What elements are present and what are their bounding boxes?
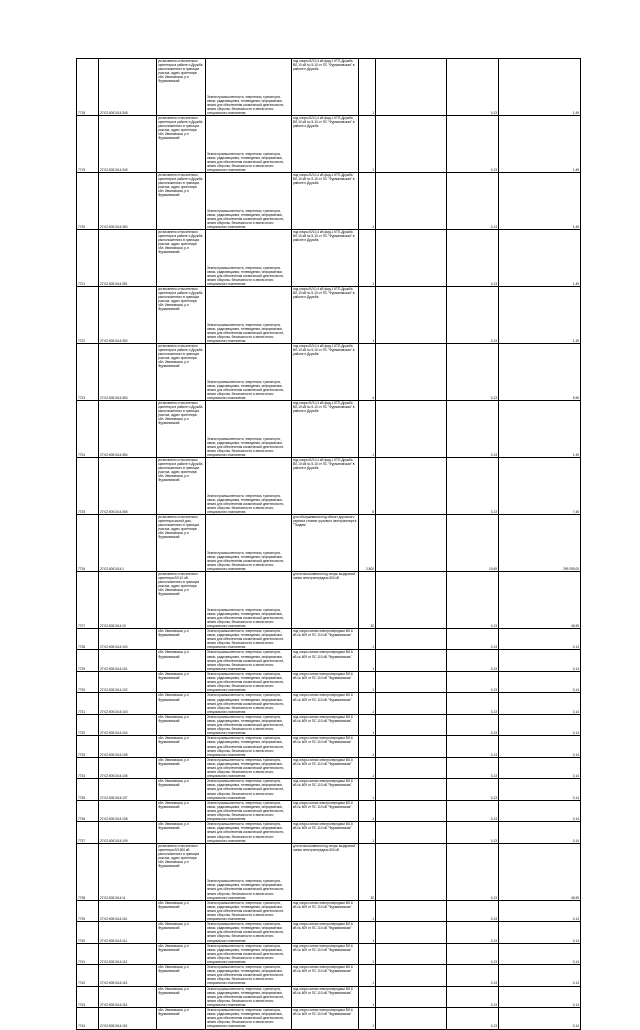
permitted-use: под опоры линии электропередачи ВЛ-6 кВ № 609 от ПС 110 кВ "Фурмановская" bbox=[292, 650, 359, 671]
land-category: Земли промышленности, энергетики, транспорта, связи, радиовещания, телевидения, информатики, земли для обеспечения космической деятельности, земли обороны, безопасности и земли иного специального назначения bbox=[206, 173, 292, 230]
area-value: 1 bbox=[359, 401, 376, 458]
cadastral-cost: 5,96 bbox=[499, 344, 581, 401]
land-category: Земли промышленности, энергетики, транспорта, связи, радиовещания, телевидения, информатики, земли для обеспечения космической деятельности, земли обороны, безопасности и земли иного специального назначения bbox=[206, 59, 292, 116]
location-description: обл. Ивановская, р-н Фурмановский bbox=[157, 900, 206, 921]
rate-value: 0,13 bbox=[447, 59, 499, 116]
permitted-use: под опоры линии электропередачи ВЛ-6 кВ № 609 от ПС 110 кВ "Фурмановская" bbox=[292, 736, 359, 757]
location-description: обл. Ивановская, р-н Фурмановский bbox=[157, 779, 206, 800]
table-row bbox=[77, 693, 581, 714]
cadastral-cost: 0,14 bbox=[499, 629, 581, 650]
location-description: обл. Ивановская, р-н Фурмановский bbox=[157, 714, 206, 735]
area-value: 1 bbox=[359, 900, 376, 921]
cadastral-cost: 0,14 bbox=[499, 822, 581, 843]
empty-cell bbox=[376, 629, 447, 650]
land-category: Земли промышленности, энергетики, транспорта, связи, радиовещания, телевидения, информатики, земли для обеспечения космической деятельности, земли обороны, безопасности и земли иного специального назначения bbox=[206, 572, 292, 629]
table-row bbox=[77, 629, 581, 650]
location-description: обл. Ивановская, р-н Фурмановский bbox=[157, 986, 206, 1007]
cadastral-number: 27:02:0001014:109 bbox=[99, 822, 157, 843]
location-description: установлено относительно ориентира ВЛ-10 кВ, расположенного в границах участка, адрес ориентира: обл. Ивановская, р-н Фурмановский bbox=[157, 572, 206, 629]
area-value: 1 bbox=[359, 230, 376, 287]
row-number: 7741 bbox=[77, 943, 99, 964]
row-number: 7734 bbox=[77, 757, 99, 778]
permitted-use: под опоры ВЛ-0,4 кВ фид.1 КТП-Дружба ВЛ-10 кВ № 5-10 от ПС "Фурмановская" в районе п.Дружба bbox=[292, 401, 359, 458]
cadastral-number: 27:02:0001014:101 bbox=[99, 650, 157, 671]
area-value: 1 bbox=[359, 1008, 376, 1029]
cadastral-number: 27:02:0001014:111 bbox=[99, 922, 157, 943]
location-description: обл. Ивановская, р-н Фурмановский bbox=[157, 1008, 206, 1029]
cadastral-cost: 1,49 bbox=[499, 401, 581, 458]
land-category: Земли промышленности, энергетики, транспорта, связи, радиовещания, телевидения, информатики, земли для обеспечения космической деятельности, земли обороны, безопасности и земли иного специального назначения bbox=[206, 986, 292, 1007]
rate-value: 0,13 bbox=[447, 922, 499, 943]
row-number: 7737 bbox=[77, 822, 99, 843]
permitted-use: под опоры линии электропередачи ВЛ-6 кВ № 609 от ПС 110 кВ "Фурмановская" bbox=[292, 900, 359, 921]
location-description: установлено относительно ориентира в районе п.Дружба расположенного в границах участка, адрес ориентира: обл. Ивановская, р-н Фурмановский bbox=[157, 173, 206, 230]
permitted-use: под опоры ВЛ-0,4 кВ фид.1 КТП-Дружба ВЛ-10 кВ № 5-10 от ПС "Фурмановская" в районе п.Дружба bbox=[292, 458, 359, 515]
permitted-use: под опоры ВЛ-0,4 кВ фид.1 КТП-Дружба ВЛ-10 кВ № 5-10 от ПС "Фурмановская" в районе п.Дружба bbox=[292, 59, 359, 116]
area-value: 1 bbox=[359, 800, 376, 821]
area-value: 1 bbox=[359, 736, 376, 757]
table-row bbox=[77, 173, 581, 230]
row-number: 7733 bbox=[77, 736, 99, 757]
rate-value: 0,13 bbox=[447, 800, 499, 821]
land-category: Земли промышленности, энергетики, транспорта, связи, радиовещания, телевидения, информатики, земли для обеспечения космической деятельности, земли обороны, безопасности и земли иного специального назначения bbox=[206, 344, 292, 401]
table-row bbox=[77, 650, 581, 671]
rate-value: 0,13 bbox=[447, 779, 499, 800]
area-value: 1 bbox=[359, 671, 376, 692]
table-row bbox=[77, 900, 581, 921]
table-row bbox=[77, 822, 581, 843]
cadastral-number: 27:02:0001014:10 bbox=[99, 572, 157, 629]
permitted-use: под опоры линии электропередачи ВЛ-6 кВ № 609 от ПС 110 кВ "Фурмановская" bbox=[292, 922, 359, 943]
cadastral-number: 27:02:0001014:11 bbox=[99, 843, 157, 900]
empty-cell bbox=[376, 173, 447, 230]
permitted-use: под опоры линии электропередачи ВЛ-6 кВ № 609 от ПС 110 кВ "Фурмановская" bbox=[292, 822, 359, 843]
empty-cell bbox=[376, 458, 447, 515]
land-category: Земли промышленности, энергетики, транспорта, связи, радиовещания, телевидения, информатики, земли для обеспечения космической деятельности, земли обороны, безопасности и земли иного специального назначения bbox=[206, 757, 292, 778]
area-value: 1 bbox=[359, 287, 376, 344]
cadastral-number: 27:02:0001014:113 bbox=[99, 965, 157, 986]
land-category: Земли промышленности, энергетики, транспорта, связи, радиовещания, телевидения, информатики, земли для обеспечения космической деятельности, земли обороны, безопасности и земли иного специального назначения bbox=[206, 943, 292, 964]
table-row bbox=[77, 965, 581, 986]
table-row bbox=[77, 736, 581, 757]
land-category: Земли промышленности, энергетики, транспорта, связи, радиовещания, телевидения, информатики, земли для обеспечения космической деятельности, земли обороны, безопасности и земли иного специального назначения bbox=[206, 230, 292, 287]
area-value: 30 bbox=[359, 843, 376, 900]
permitted-use: под опоры ВЛ-0,4 кВ фид.1 КТП-Дружба ВЛ-10 кВ № 5-10 от ПС "Фурмановская" в районе п.Дружба bbox=[292, 344, 359, 401]
area-value: 1 bbox=[359, 822, 376, 843]
cadastral-number: 27:02:0001014:348 bbox=[99, 59, 157, 116]
empty-cell bbox=[376, 572, 447, 629]
cadastral-number: 27:02:0001014:354 bbox=[99, 401, 157, 458]
location-description: установлено относительно ориентира в районе п.Дружба расположенного в границах участка, адрес ориентира: обл. Ивановская, р-н Фурмановский bbox=[157, 59, 206, 116]
location-description: установлено относительно ориентира в районе п.Дружба расположенного в границах участка, адрес ориентира: обл. Ивановская, р-н Фурмановский bbox=[157, 287, 206, 344]
table-row bbox=[77, 779, 581, 800]
permitted-use: под опоры ВЛ-0,4 кВ фид.1 КТП-Дружба ВЛ-10 кВ № 5-10 от ПС "Фурмановская" в районе п.Дружба bbox=[292, 287, 359, 344]
area-value: 1 bbox=[359, 779, 376, 800]
location-description: обл. Ивановская, р-н Фурмановский bbox=[157, 822, 206, 843]
land-category: Земли промышленности, энергетики, транспорта, связи, радиовещания, телевидения, информатики, земли для обеспечения космической деятельности, земли обороны, безопасности и земли иного специального назначения bbox=[206, 287, 292, 344]
table-row bbox=[77, 458, 581, 515]
permitted-use: под опоры линии электропередачи ВЛ-6 кВ № 609 от ПС 110 кВ "Фурмановская" bbox=[292, 757, 359, 778]
table-row bbox=[77, 572, 581, 629]
land-category: Земли промышленности, энергетики, транспорта, связи, радиовещания, телевидения, информатики, земли для обеспечения космической деятельности, земли обороны, безопасности и земли иного специального назначения bbox=[206, 843, 292, 900]
empty-cell bbox=[376, 779, 447, 800]
row-number: 7726 bbox=[77, 515, 99, 572]
table-row bbox=[77, 344, 581, 401]
location-description: обл. Ивановская, р-н Фурмановский bbox=[157, 629, 206, 650]
permitted-use: под опоры линии электропередачи ВЛ-6 кВ № 609 от ПС 110 кВ "Фурмановская" bbox=[292, 943, 359, 964]
permitted-use: под опоры линии электропередачи ВЛ-6 кВ № 609 от ПС 110 кВ "Фурмановская" bbox=[292, 965, 359, 986]
permitted-use: под опоры линии электропередачи ВЛ-6 кВ № 609 от ПС 110 кВ "Фурмановская" bbox=[292, 1008, 359, 1029]
permitted-use: под опоры ВЛ-0,4 кВ фид.1 КТП-Дружба ВЛ-10 кВ № 5-10 от ПС "Фурмановская" в районе п.Дружба bbox=[292, 173, 359, 230]
location-description: установлено относительно ориентира в районе п.Дружба расположенного в границах участка, адрес ориентира: обл. Ивановская, р-н Фурмановский bbox=[157, 116, 206, 173]
land-category: Земли промышленности, энергетики, транспорта, связи, радиовещания, телевидения, информатики, земли для обеспечения космической деятельности, земли обороны, безопасности и земли иного специального назначения bbox=[206, 779, 292, 800]
empty-cell bbox=[376, 1008, 447, 1029]
table-row bbox=[77, 757, 581, 778]
cadastral-number: 27:02:0001014:112 bbox=[99, 943, 157, 964]
rate-value: 0,13 bbox=[447, 693, 499, 714]
row-number: 7720 bbox=[77, 173, 99, 230]
row-number: 7727 bbox=[77, 572, 99, 629]
cadastral-cost: 0,14 bbox=[499, 736, 581, 757]
rate-value: 0,13 bbox=[447, 900, 499, 921]
row-number: 7725 bbox=[77, 458, 99, 515]
land-parcel-table bbox=[76, 58, 581, 1030]
row-number: 7722 bbox=[77, 287, 99, 344]
cadastral-number: 27:02:0001014:107 bbox=[99, 779, 157, 800]
cadastral-number: 27:02:0001014:349 bbox=[99, 116, 157, 173]
cadastral-cost: 1,49 bbox=[499, 59, 581, 116]
rate-value: 0,13 bbox=[447, 572, 499, 629]
area-value: 5 bbox=[359, 458, 376, 515]
land-category: Земли промышленности, энергетики, транспорта, связи, радиовещания, телевидения, информатики, земли для обеспечения космической деятельности, земли обороны, безопасности и земли иного специального назначения bbox=[206, 401, 292, 458]
empty-cell bbox=[376, 965, 447, 986]
row-number: 7738 bbox=[77, 843, 99, 900]
land-category: Земли промышленности, энергетики, транспорта, связи, радиовещания, телевидения, информатики, земли для обеспечения космической деятельности, земли обороны, безопасности и земли иного специального назначения bbox=[206, 965, 292, 986]
row-number: 7729 bbox=[77, 650, 99, 671]
area-value: 2 800 bbox=[359, 515, 376, 572]
rate-value: 0,13 bbox=[447, 230, 499, 287]
rate-value: 10,69 bbox=[447, 515, 499, 572]
empty-cell bbox=[376, 116, 447, 173]
cadastral-cost: 0,14 bbox=[499, 671, 581, 692]
cadastral-cost: 0,14 bbox=[499, 922, 581, 943]
empty-cell bbox=[376, 986, 447, 1007]
row-number: 7744 bbox=[77, 1008, 99, 1029]
rate-value: 0,13 bbox=[447, 458, 499, 515]
cadastral-number: 27:02:0001014:108 bbox=[99, 800, 157, 821]
location-description: установлено относительно ориентира в районе п.Дружба расположенного в границах участка, адрес ориентира: обл. Ивановская, р-н Фурмановский bbox=[157, 458, 206, 515]
land-category: Земли промышленности, энергетики, транспорта, связи, радиовещания, телевидения, информатики, земли для обеспечения космической деятельности, земли обороны, безопасности и земли иного специального назначения bbox=[206, 629, 292, 650]
area-value: 1 bbox=[359, 693, 376, 714]
rate-value: 0,13 bbox=[447, 401, 499, 458]
empty-cell bbox=[376, 693, 447, 714]
cadastral-number: 27:02:0001014:114 bbox=[99, 986, 157, 1007]
rate-value: 0,13 bbox=[447, 714, 499, 735]
cadastral-number: 27:02:0001014:115 bbox=[99, 1008, 157, 1029]
location-description: обл. Ивановская, р-н Фурмановский bbox=[157, 922, 206, 943]
document-sheet bbox=[76, 58, 580, 1030]
cadastral-cost: 1,49 bbox=[499, 173, 581, 230]
table-row bbox=[77, 116, 581, 173]
cadastral-cost: 0,14 bbox=[499, 714, 581, 735]
cadastral-number: 27:02:0001014:100 bbox=[99, 629, 157, 650]
rate-value: 0,13 bbox=[447, 986, 499, 1007]
empty-cell bbox=[376, 822, 447, 843]
area-value: 1 bbox=[359, 116, 376, 173]
row-number: 7735 bbox=[77, 779, 99, 800]
cadastral-number: 27:02:0001014:1 bbox=[99, 515, 157, 572]
row-number: 7718 bbox=[77, 59, 99, 116]
empty-cell bbox=[376, 900, 447, 921]
cadastral-cost: 299 295,00 bbox=[499, 515, 581, 572]
cadastral-cost: 1,49 bbox=[499, 287, 581, 344]
cadastral-cost: 0,14 bbox=[499, 800, 581, 821]
area-value: 30 bbox=[359, 572, 376, 629]
location-description: установлено относительно ориентира в районе п.Дружба расположенного в границах участка, адрес ориентира: обл. Ивановская, р-н Фурмановский bbox=[157, 344, 206, 401]
table-row bbox=[77, 230, 581, 287]
rate-value: 0,13 bbox=[447, 1008, 499, 1029]
land-category: Земли промышленности, энергетики, транспорта, связи, радиовещания, телевидения, информатики, земли для обеспечения космической деятельности, земли обороны, безопасности и земли иного специального назначения bbox=[206, 1008, 292, 1029]
area-value: 1 bbox=[359, 757, 376, 778]
table-row bbox=[77, 714, 581, 735]
area-value: 1 bbox=[359, 965, 376, 986]
land-category: Земли промышленности, энергетики, транспорта, связи, радиовещания, телевидения, информатики, земли для обеспечения космической деятельности, земли обороны, безопасности и земли иного специального назначения bbox=[206, 822, 292, 843]
empty-cell bbox=[376, 757, 447, 778]
location-description: обл. Ивановская, р-н Фурмановский bbox=[157, 671, 206, 692]
cadastral-cost: 0,14 bbox=[499, 986, 581, 1007]
area-value: 4 bbox=[359, 344, 376, 401]
rate-value: 0,13 bbox=[447, 822, 499, 843]
empty-cell bbox=[376, 515, 447, 572]
permitted-use: под опоры линии электропередачи ВЛ-6 кВ № 609 от ПС 110 кВ "Фурмановская" bbox=[292, 800, 359, 821]
row-number: 7723 bbox=[77, 344, 99, 401]
row-number: 7730 bbox=[77, 671, 99, 692]
cadastral-cost: 0,14 bbox=[499, 900, 581, 921]
rate-value: 0,13 bbox=[447, 736, 499, 757]
land-category: Земли промышленности, энергетики, транспорта, связи, радиовещания, телевидения, информатики, земли для обеспечения космической деятельности, земли обороны, безопасности и земли иного специального назначения bbox=[206, 800, 292, 821]
row-number: 7721 bbox=[77, 230, 99, 287]
land-category: Земли промышленности, энергетики, транспорта, связи, радиовещания, телевидения, информатики, земли для обеспечения космической деятельности, земли обороны, безопасности и земли иного специального назначения bbox=[206, 900, 292, 921]
cadastral-number: 27:02:0001014:355 bbox=[99, 458, 157, 515]
land-category: Земли промышленности, энергетики, транспорта, связи, радиовещания, телевидения, информатики, земли для обеспечения космической деятельности, земли обороны, безопасности и земли иного специального назначения bbox=[206, 693, 292, 714]
table-row bbox=[77, 1008, 581, 1029]
location-description: обл. Ивановская, р-н Фурмановский bbox=[157, 757, 206, 778]
cadastral-cost: 0,14 bbox=[499, 757, 581, 778]
rate-value: 0,13 bbox=[447, 650, 499, 671]
land-category: Земли промышленности, энергетики, транспорта, связи, радиовещания, телевидения, информатики, земли для обеспечения космической деятельности, земли обороны, безопасности и земли иного специального назначения bbox=[206, 650, 292, 671]
land-category: Земли промышленности, энергетики, транспорта, связи, радиовещания, телевидения, информатики, земли для обеспечения космической деятельности, земли обороны, безопасности и земли иного специального назначения bbox=[206, 671, 292, 692]
location-description: установлено относительно ориентира в районе п.Дружба расположенного в границах участка, адрес ориентира: обл. Ивановская, р-н Фурмановский bbox=[157, 401, 206, 458]
empty-cell bbox=[376, 344, 447, 401]
area-value: 1 bbox=[359, 943, 376, 964]
location-description: установлено относительно ориентира в районе п.Дружба расположенного в границах участка, адрес ориентира: обл. Ивановская, р-н Фурмановский bbox=[157, 230, 206, 287]
empty-cell bbox=[376, 59, 447, 116]
row-number: 7740 bbox=[77, 922, 99, 943]
permitted-use: под опоры линии электропередачи ВЛ-6 кВ № 609 от ПС 110 кВ "Фурмановская" bbox=[292, 629, 359, 650]
rate-value: 0,13 bbox=[447, 943, 499, 964]
cadastral-number: 27:02:0001014:106 bbox=[99, 757, 157, 778]
row-number: 7742 bbox=[77, 965, 99, 986]
rate-value: 0,13 bbox=[447, 629, 499, 650]
rate-value: 0,13 bbox=[447, 173, 499, 230]
land-category: Земли промышленности, энергетики, транспорта, связи, радиовещания, телевидения, информатики, земли для обеспечения космической деятельности, земли обороны, безопасности и земли иного специального назначения bbox=[206, 458, 292, 515]
land-category: Земли промышленности, энергетики, транспорта, связи, радиовещания, телевидения, информатики, земли для обеспечения космической деятельности, земли обороны, безопасности и земли иного специального назначения bbox=[206, 736, 292, 757]
land-category: Земли промышленности, энергетики, транспорта, связи, радиовещания, телевидения, информатики, земли для обеспечения космической деятельности, земли обороны, безопасности и земли иного специального назначения bbox=[206, 714, 292, 735]
cadastral-number: 27:02:0001014:105 bbox=[99, 736, 157, 757]
area-value: 1 bbox=[359, 59, 376, 116]
cadastral-cost: 46,95 bbox=[499, 572, 581, 629]
land-category: Земли промышленности, энергетики, транспорта, связи, радиовещания, телевидения, информатики, земли для обеспечения космической деятельности, земли обороны, безопасности и земли иного специального назначения bbox=[206, 116, 292, 173]
empty-cell bbox=[376, 714, 447, 735]
permitted-use: для использования под опоры воздушной линии электропередачи 500 кВ bbox=[292, 843, 359, 900]
cadastral-cost: 0,14 bbox=[499, 1008, 581, 1029]
permitted-use: под опоры линии электропередачи ВЛ-6 кВ № 609 от ПС 110 кВ "Фурмановская" bbox=[292, 671, 359, 692]
permitted-use: под опоры линии электропередачи ВЛ-6 кВ № 609 от ПС 110 кВ "Фурмановская" bbox=[292, 779, 359, 800]
area-value: 1 bbox=[359, 650, 376, 671]
location-description: установлено относительно ориентира ВЛ-500 кВ расположенного в границах участка, адрес ориентира: обл. Ивановская, р-н Фурмановский bbox=[157, 843, 206, 900]
table-row bbox=[77, 922, 581, 943]
land-category: Земли промышленности, энергетики, транспорта, связи, радиовещания, телевидения, информатики, земли для обеспечения космической деятельности, земли обороны, безопасности и земли иного специального назначения bbox=[206, 922, 292, 943]
rate-value: 0,13 bbox=[447, 843, 499, 900]
permitted-use: для обслуживания под объект дорожного сервиса стоянки грузового автотранспорта "Тандем" bbox=[292, 515, 359, 572]
table-row bbox=[77, 800, 581, 821]
cadastral-cost: 0,14 bbox=[499, 965, 581, 986]
row-number: 7724 bbox=[77, 401, 99, 458]
row-number: 7736 bbox=[77, 800, 99, 821]
empty-cell bbox=[376, 401, 447, 458]
location-description: обл. Ивановская, р-н Фурмановский bbox=[157, 800, 206, 821]
rate-value: 0,13 bbox=[447, 116, 499, 173]
empty-cell bbox=[376, 287, 447, 344]
rate-value: 0,13 bbox=[447, 671, 499, 692]
table-row bbox=[77, 401, 581, 458]
empty-cell bbox=[376, 671, 447, 692]
empty-cell bbox=[376, 650, 447, 671]
permitted-use: под опоры линии электропередачи ВЛ-6 кВ № 609 от ПС 110 кВ "Фурмановская" bbox=[292, 986, 359, 1007]
location-description: обл. Ивановская, р-н Фурмановский bbox=[157, 736, 206, 757]
rate-value: 0,13 bbox=[447, 965, 499, 986]
permitted-use: для использования под опоры воздушной линии электропередачи 500 кВ bbox=[292, 572, 359, 629]
cadastral-cost: 0,14 bbox=[499, 693, 581, 714]
cadastral-number: 27:02:0001014:104 bbox=[99, 714, 157, 735]
cadastral-cost: 0,14 bbox=[499, 650, 581, 671]
cadastral-number: 27:02:0001014:352 bbox=[99, 287, 157, 344]
row-number: 7739 bbox=[77, 900, 99, 921]
table-row bbox=[77, 59, 581, 116]
area-value: 1 bbox=[359, 714, 376, 735]
table-row bbox=[77, 671, 581, 692]
empty-cell bbox=[376, 800, 447, 821]
cadastral-number: 27:02:0001014:110 bbox=[99, 900, 157, 921]
location-description: установлено относительно ориентира жилой дом, расположенного в границах участка, адрес ориентира: обл. Ивановская, р-н Фурмановский bbox=[157, 515, 206, 572]
cadastral-cost: 1,49 bbox=[499, 116, 581, 173]
empty-cell bbox=[376, 843, 447, 900]
empty-cell bbox=[376, 736, 447, 757]
table-row bbox=[77, 943, 581, 964]
cadastral-cost: 1,49 bbox=[499, 230, 581, 287]
row-number: 7719 bbox=[77, 116, 99, 173]
permitted-use: под опоры ВЛ-0,4 кВ фид.1 КТП-Дружба ВЛ-10 кВ № 5-10 от ПС "Фурмановская" в районе п.Дружба bbox=[292, 116, 359, 173]
cadastral-number: 27:02:0001014:103 bbox=[99, 693, 157, 714]
location-description: обл. Ивановская, р-н Фурмановский bbox=[157, 965, 206, 986]
cadastral-cost: 7,45 bbox=[499, 458, 581, 515]
location-description: обл. Ивановская, р-н Фурмановский bbox=[157, 693, 206, 714]
area-value: 1 bbox=[359, 629, 376, 650]
cadastral-number: 27:02:0001014:353 bbox=[99, 344, 157, 401]
cadastral-number: 27:02:0001014:350 bbox=[99, 173, 157, 230]
empty-cell bbox=[376, 922, 447, 943]
table-body bbox=[77, 59, 581, 1030]
location-description: обл. Ивановская, р-н Фурмановский bbox=[157, 650, 206, 671]
location-description: обл. Ивановская, р-н Фурмановский bbox=[157, 943, 206, 964]
rate-value: 0,13 bbox=[447, 287, 499, 344]
row-number: 7743 bbox=[77, 986, 99, 1007]
cadastral-number: 27:02:0001014:351 bbox=[99, 230, 157, 287]
land-category: Земли промышленности, энергетики, транспорта, связи, радиовещания, телевидения, информатики, земли для обеспечения космической деятельности, земли обороны, безопасности и земли иного специального назначения bbox=[206, 515, 292, 572]
area-value: 1 bbox=[359, 922, 376, 943]
rate-value: 0,13 bbox=[447, 344, 499, 401]
table-row bbox=[77, 843, 581, 900]
cadastral-cost: 0,14 bbox=[499, 779, 581, 800]
area-value: 1 bbox=[359, 986, 376, 1007]
permitted-use: под опоры ВЛ-0,4 кВ фид.1 КТП-Дружба ВЛ-10 кВ № 5-10 от ПС "Фурмановская" в районе п.Дружба bbox=[292, 230, 359, 287]
rate-value: 0,13 bbox=[447, 757, 499, 778]
cadastral-number: 27:02:0001014:102 bbox=[99, 671, 157, 692]
table-row bbox=[77, 515, 581, 572]
table-row bbox=[77, 986, 581, 1007]
area-value: 1 bbox=[359, 173, 376, 230]
permitted-use: под опоры линии электропередачи ВЛ-6 кВ № 609 от ПС 110 кВ "Фурмановская" bbox=[292, 714, 359, 735]
empty-cell bbox=[376, 230, 447, 287]
table-row bbox=[77, 287, 581, 344]
cadastral-cost: 0,14 bbox=[499, 943, 581, 964]
empty-cell bbox=[376, 943, 447, 964]
row-number: 7732 bbox=[77, 714, 99, 735]
row-number: 7728 bbox=[77, 629, 99, 650]
row-number: 7731 bbox=[77, 693, 99, 714]
cadastral-cost: 46,95 bbox=[499, 843, 581, 900]
permitted-use: под опоры линии электропередачи ВЛ-6 кВ № 609 от ПС 110 кВ "Фурмановская" bbox=[292, 693, 359, 714]
